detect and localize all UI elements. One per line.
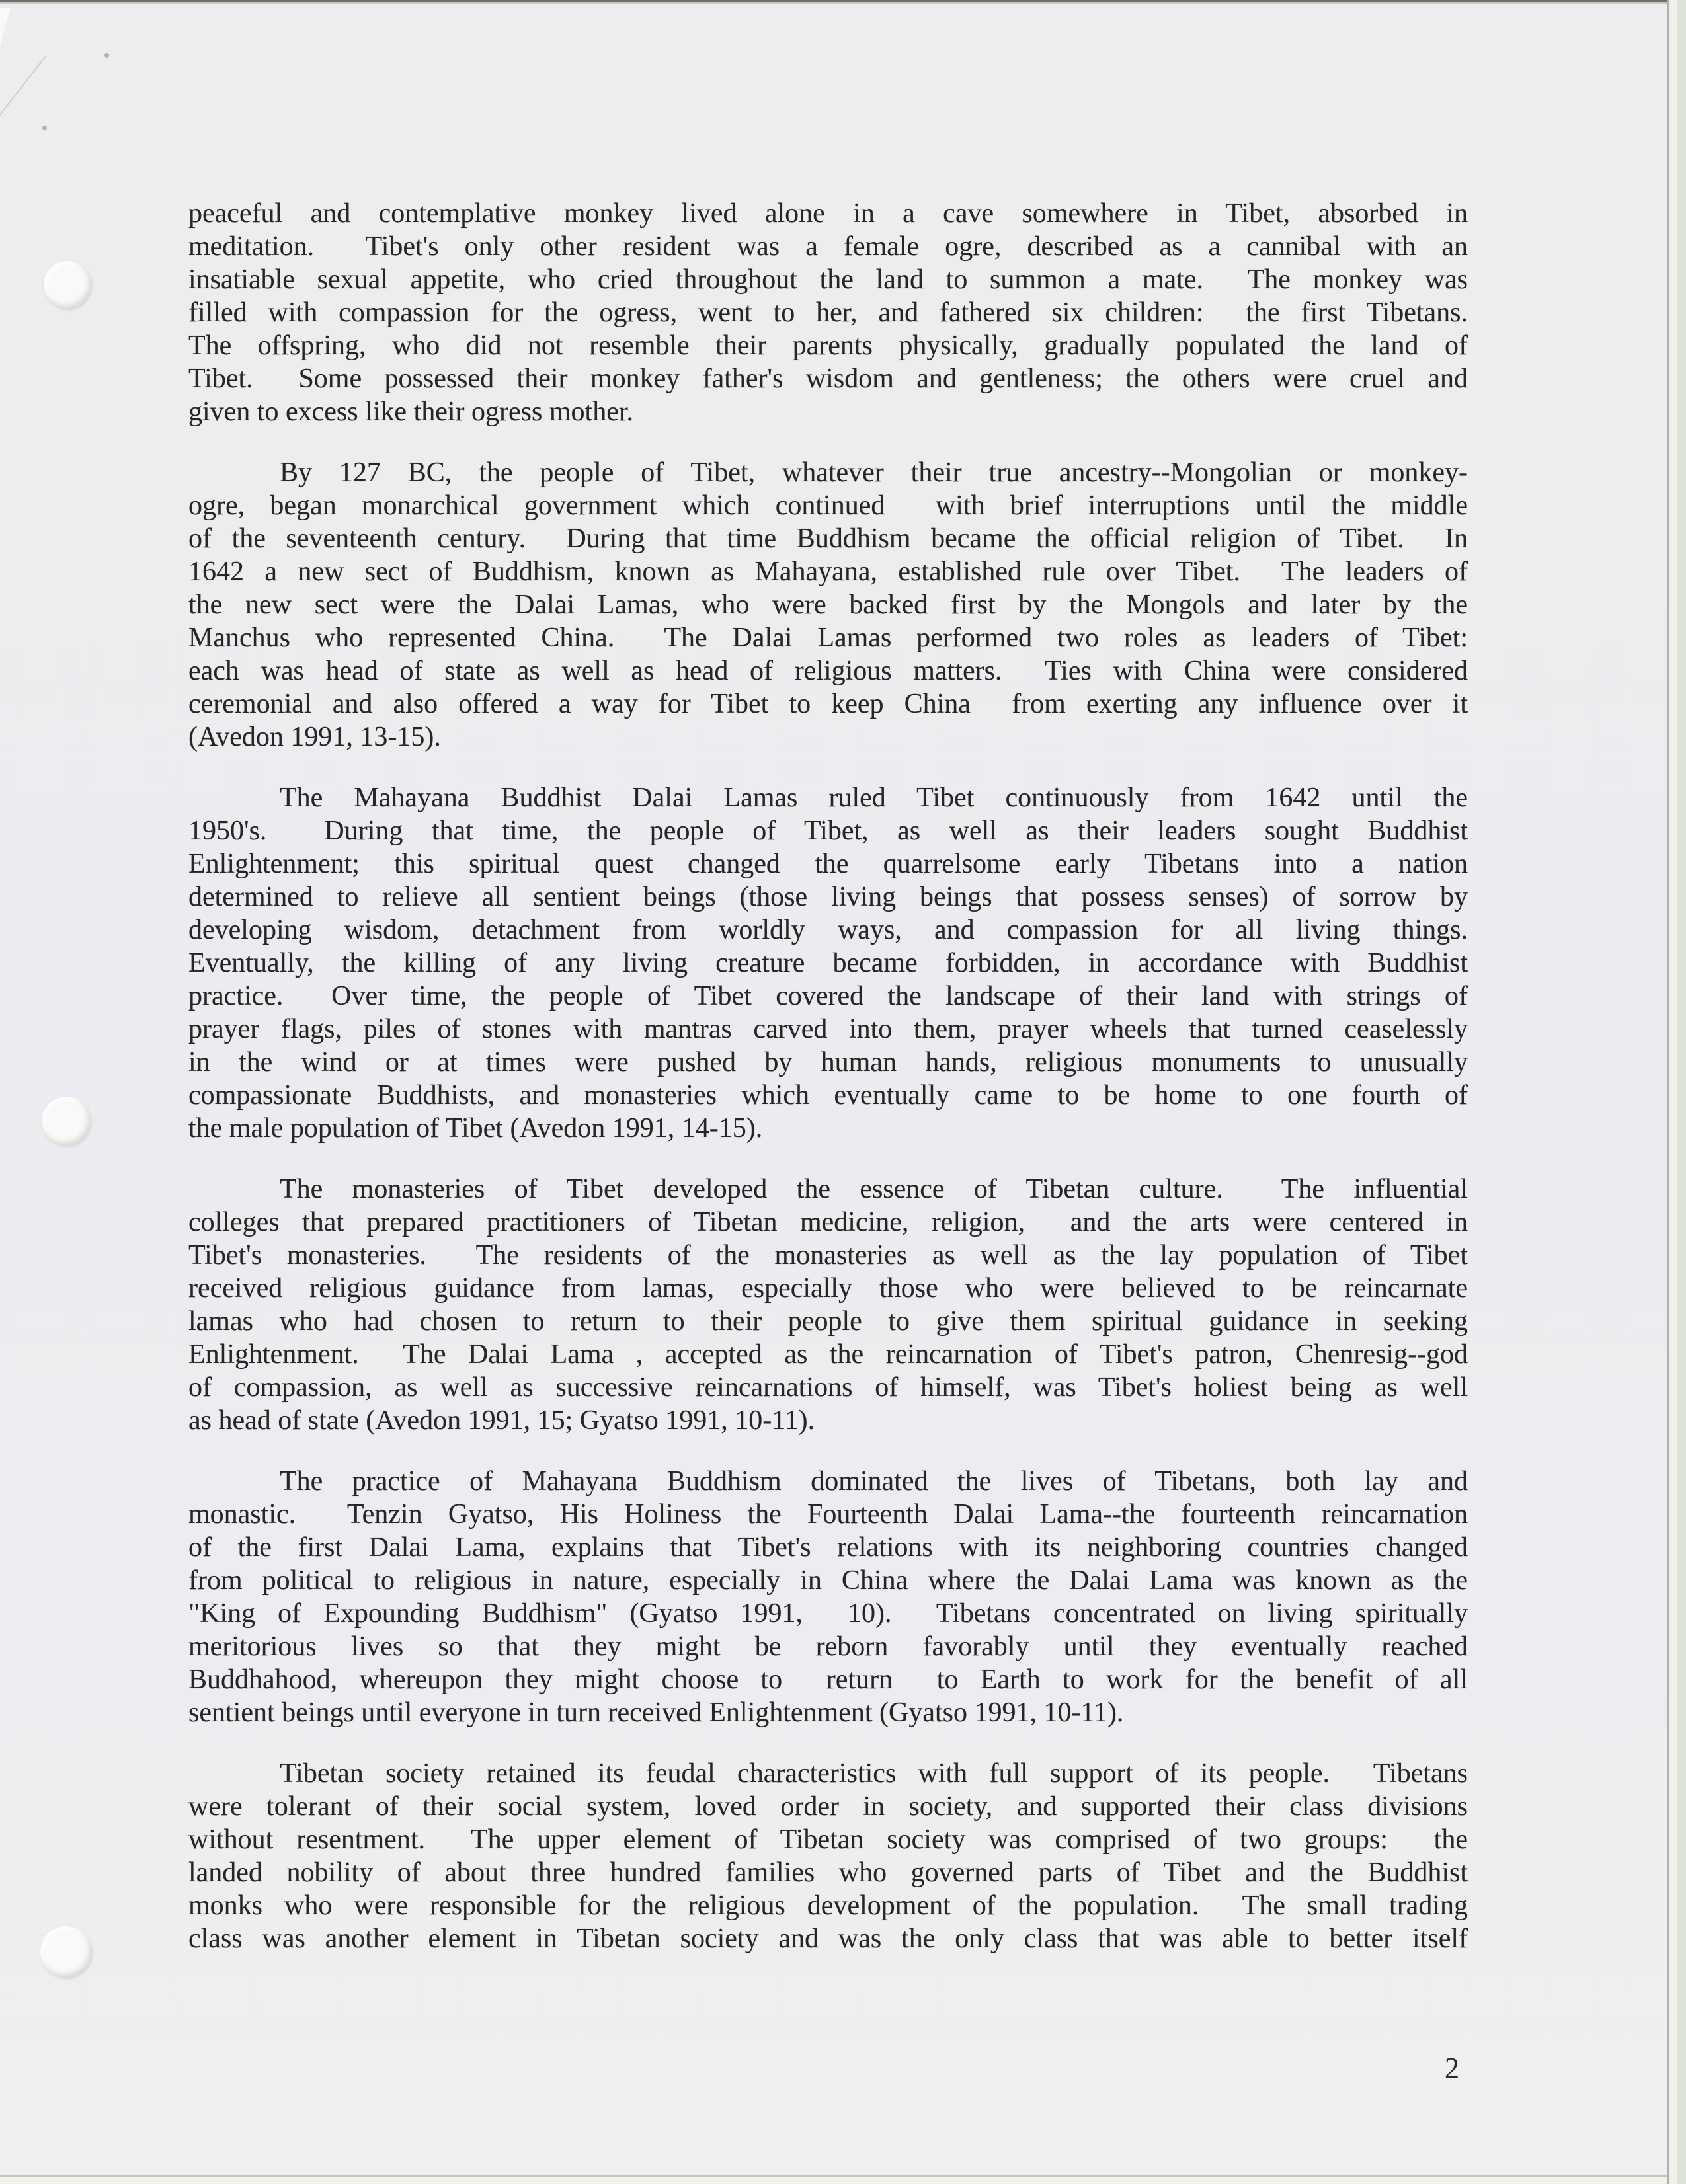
scanner-strip-bottom — [0, 2177, 1667, 2184]
paragraph — [188, 781, 1468, 1145]
text-line: determined to relieve all sentient beings (those living beings that possess senses) of sorrow by — [188, 882, 1468, 912]
text-line: of the seventeenth century. During that time Buddhism became the official religion of Tibet. In — [188, 524, 1468, 554]
staple-crease — [0, 55, 47, 132]
text-line: filled with compassion for the ogress, went to her, and fathered six children: the first Tibetans. — [188, 297, 1468, 328]
text-line: each was head of state as well as head of religious matters. Ties with China were considered — [188, 656, 1468, 686]
page-number: 2 — [1445, 2052, 1459, 2084]
text-line: practice. Over time, the people of Tibet covered the landscape of their land with strings of — [188, 981, 1468, 1011]
text-line: were tolerant of their social system, loved order in society, and supported their class divisions — [188, 1791, 1468, 1822]
text-line: of compassion, as well as successive reincarnations of himself, was Tibet's holiest being as well — [188, 1372, 1468, 1403]
text-line: 1950's. During that time, the people of Tibet, as well as their leaders sought Buddhist — [188, 816, 1468, 846]
text-line: without resentment. The upper element of Tibetan society was comprised of two groups: the — [188, 1824, 1468, 1855]
text-line: The monasteries of Tibet developed the essence of Tibetan culture. The influential — [280, 1174, 1468, 1204]
text-line: lamas who had chosen to return to their people to give them spiritual guidance in seeking — [188, 1306, 1468, 1337]
text-line: Manchus who represented China. The Dalai Lamas performed two roles as leaders of Tibet: — [188, 623, 1468, 653]
corner-fold-sliver — [0, 8, 11, 46]
punch-hole-top — [44, 261, 91, 309]
text-line: Buddhahood, whereupon they might choose to return to Earth to work for the benefit of all — [188, 1664, 1468, 1695]
text-line: meditation. Tibet's only other resident was a female ogre, described as a cannibal with an — [188, 231, 1468, 262]
paragraph — [188, 456, 1468, 754]
text-line: sentient beings until everyone in turn received Enlightenment (Gyatso 1991, 10-11). — [188, 1697, 1124, 1728]
text-line: The offspring, who did not resemble their parents physically, gradually populated the land of — [188, 331, 1468, 361]
text-line: the male population of Tibet (Avedon 1991, 14-15). — [188, 1113, 763, 1144]
text-block — [188, 197, 1468, 1983]
scanner-edge-top — [0, 0, 1686, 4]
text-line: of the first Dalai Lama, explains that Tibet's relations with its neighboring countries changed — [188, 1532, 1468, 1563]
text-line: By 127 BC, the people of Tibet, whatever their true ancestry--Mongolian or monkey- — [280, 457, 1468, 488]
text-line: peaceful and contemplative monkey lived alone in a cave somewhere in Tibet, absorbed in — [188, 198, 1468, 229]
text-line: as head of state (Avedon 1991, 15; Gyatso 1991, 10-11). — [188, 1405, 815, 1436]
text-line: 1642 a new sect of Buddhism, known as Mahayana, established rule over Tibet. The leaders of — [188, 557, 1468, 587]
text-line: monks who were responsible for the religious development of the population. The small trading — [188, 1891, 1468, 1921]
text-line: prayer flags, piles of stones with mantras carved into them, prayer wheels that turned ceaselessly — [188, 1014, 1468, 1044]
text-line: compassionate Buddhists, and monasteries which eventually came to be home to one fourth of — [188, 1080, 1468, 1111]
text-line: from political to religious in nature, especially in China where the Dalai Lama was known as the — [188, 1565, 1468, 1596]
text-line: landed nobility of about three hundred families who governed parts of Tibet and the Buddhist — [188, 1857, 1468, 1888]
paragraph — [188, 1757, 1468, 1955]
text-line: "King of Expounding Buddhism" (Gyatso 1991, 10). Tibetans concentrated on living spiritually — [188, 1598, 1468, 1629]
text-line: The practice of Mahayana Buddhism dominated the lives of Tibetans, both lay and — [280, 1466, 1468, 1497]
text-line: insatiable sexual appetite, who cried throughout the land to summon a mate. The monkey was — [188, 264, 1468, 295]
text-line: meritorious lives so that they might be reborn favorably until they eventually reached — [188, 1631, 1468, 1662]
text-line: developing wisdom, detachment from worldly ways, and compassion for all living things. — [188, 915, 1468, 945]
text-line: the new sect were the Dalai Lamas, who were backed first by the Mongols and later by the — [188, 590, 1468, 620]
punch-hole-bottom — [40, 1926, 92, 1978]
paragraph — [188, 1173, 1468, 1437]
text-line: class was another element in Tibetan society and was the only class that was able to better itself — [188, 1924, 1468, 1954]
text-line: ceremonial and also offered a way for Tibet to keep China from exerting any influence over it — [188, 689, 1468, 719]
scanner-strip-right-outer — [1677, 0, 1686, 2184]
text-line: The Mahayana Buddhist Dalai Lamas ruled Tibet continuously from 1642 until the — [280, 783, 1468, 813]
text-line: Eventually, the killing of any living creature became forbidden, in accordance with Buddhist — [188, 948, 1468, 978]
paragraph — [188, 197, 1468, 428]
text-line: in the wind or at times were pushed by human hands, religious monuments to unusually — [188, 1047, 1468, 1077]
text-line: (Avedon 1991, 13-15). — [188, 722, 441, 752]
text-line: Tibetan society retained its feudal characteristics with full support of its people. Tibetans — [280, 1758, 1468, 1789]
staple-hole-top — [104, 53, 109, 58]
staple-hole-bottom — [42, 126, 47, 130]
text-line: monastic. Tenzin Gyatso, His Holiness the Fourteenth Dalai Lama--the fourteenth reincarnation — [188, 1499, 1468, 1530]
document-page — [0, 4, 1667, 2175]
text-line: received religious guidance from lamas, especially those who were believed to be reincarnate — [188, 1273, 1468, 1304]
text-line: Enlightenment; this spiritual quest changed the quarrelsome early Tibetans into a nation — [188, 849, 1468, 879]
text-line: Tibet's monasteries. The residents of the monasteries as well as the lay population of Tibet — [188, 1240, 1468, 1270]
paragraph — [188, 1465, 1468, 1729]
text-line: given to excess like their ogress mother. — [188, 397, 634, 427]
scanner-strip-right-inner — [1669, 0, 1677, 2184]
punch-hole-middle — [42, 1097, 91, 1146]
text-line: ogre, began monarchical government which continued with brief interruptions until the middle — [188, 490, 1468, 521]
text-line: Tibet. Some possessed their monkey father's wisdom and gentleness; the others were cruel and — [188, 364, 1468, 394]
text-line: Enlightenment. The Dalai Lama , accepted as the reincarnation of Tibet's patron, Chenresig--god — [188, 1339, 1468, 1370]
text-line: colleges that prepared practitioners of Tibetan medicine, religion, and the arts were centered in — [188, 1207, 1468, 1237]
